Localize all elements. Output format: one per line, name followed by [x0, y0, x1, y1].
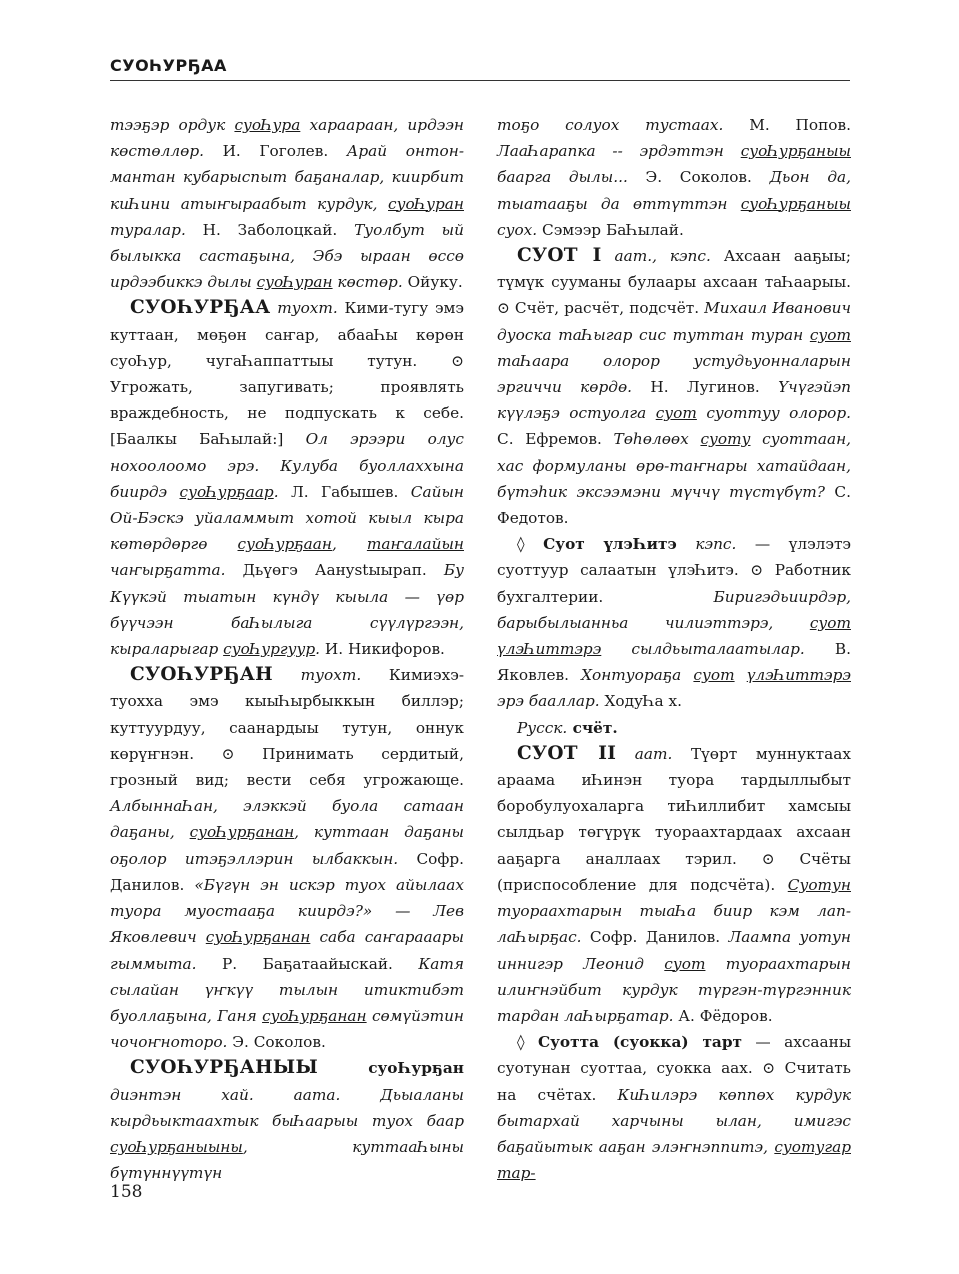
subheadword: Суот үлэҺитэ [543, 535, 677, 554]
text-run: туралар. [110, 220, 186, 239]
text-run: сылдьыталаатылар. [601, 640, 805, 659]
example-headword: суоҺуран [388, 194, 464, 213]
text-run: Софр. Данилов. [581, 928, 729, 947]
example-headword: суоҺургуур [223, 640, 316, 659]
text-run: кэпс. [676, 535, 737, 554]
text-run: И. Гоголев. [203, 142, 347, 161]
right-column [497, 112, 851, 1186]
text-run: Арай онтон-мантан кубарыспыт баҕаналар, киирбит киҺини атыҥыраабыт курдук, [110, 142, 464, 213]
text-run [735, 666, 747, 684]
example-headword: үлэҺиттэрэ [497, 640, 602, 659]
entry-paragraph [110, 112, 464, 295]
text-run: Үчүгэйэп күүлэҕэ остуолга [497, 378, 851, 423]
text-run: — үлэлэтэ суоттуур салаатын үлэҺитэ. ⊙ Работник бухгалтерии. [497, 535, 851, 606]
example-headword: суоҺуран [256, 273, 333, 292]
text-run: ◊ [517, 1033, 538, 1052]
subheadword: суоҺурҕан [317, 1059, 464, 1078]
header-rule [110, 80, 850, 81]
text-run: тоҕо солуох тустаах. [497, 116, 724, 134]
page-number: 158 [110, 1182, 143, 1202]
text-run: Катя сылайан үҥкүү тылын итиктибэт буоллаҕына, Ганя [110, 954, 464, 1025]
text-run: ЛааҺарапка -- эрдэттэн [497, 142, 741, 161]
running-header: СУОҺУРҔАА [110, 56, 227, 75]
text-run: КиҺилэрэ көппөх курдук бытархай харчыны ылан, имигэс баҕайытык ааҕан элэҥнэппитэ, [497, 1085, 851, 1156]
text-run: туохт. [272, 666, 362, 685]
text-run: Дьүөгэ Аанystыырап. [225, 561, 444, 580]
text-run: тээҕэр ордук [110, 116, 235, 134]
subheadword: Суотта (суокка) тарт [537, 1033, 743, 1052]
example-headword: суот [693, 666, 735, 685]
example-headword: суот [655, 404, 697, 423]
text-run: суоттаан, хас формуланы өрө-таҥнары хатайдаан, бүтэһик эксээмэни мүччү түстүбүт? [497, 430, 852, 501]
subheadword: счёт. [567, 718, 618, 737]
example-headword: суоҺурҕаар [179, 482, 274, 501]
text-run: Туолбут ый былыкка састаҕына, Эбэ ыраан өссө ирдээбиккэ дылы [110, 220, 464, 292]
text-run: «Бүгүн эн искэр туох айылаах туора муостааҕа киирдэ?» — Лев Яковлевич [110, 875, 464, 947]
text-run: В. Яковлев. [497, 640, 851, 685]
example-headword: суоҺурҕанан [205, 928, 311, 947]
text-run: суох. [497, 220, 538, 239]
text-run: таҺаара олорор устудьуонналарын эргиччи көрдө. [497, 351, 851, 397]
text-run: Ахсаан ааҕыы; түмүк сууманы булаары ахсаан таҺаарыы. ⊙ Счёт, расчёт, подсчёт. [497, 247, 851, 318]
text-run: Ол эрээри олус нохоолоомо эрэ. Кулуба буоллаххына биирдэ [110, 430, 464, 501]
text-run: А. Фёдоров. [673, 1006, 773, 1025]
text-run: Э. Соколов. [627, 168, 770, 187]
entry-suohurganyy [110, 1055, 464, 1186]
example-headword: суоҺурҕанан [189, 823, 295, 842]
example-headword: суоҺура [234, 116, 301, 134]
text-run: Н. Лугинов. [632, 378, 779, 397]
example-headword: үлэҺиттэрэ [746, 666, 851, 685]
example-headword: суот [664, 954, 706, 973]
text-run: , куттааҺыны бүтүннүүтүн [110, 1137, 464, 1183]
text-run: суоттуу олорор. [696, 404, 851, 423]
entry-paragraph [497, 112, 851, 243]
example-headword: Суотун [787, 875, 851, 894]
example-headword: суот [809, 613, 851, 632]
entry-suot-2 [497, 741, 851, 1029]
text-run: — ахсааны суотунан суоттаа, суокка аах. ⊙ Считать на счётах. [497, 1033, 851, 1104]
example-headword: суоҺурҕаныыны [110, 1137, 243, 1156]
text-run: аат., кэпс. [601, 247, 711, 266]
text-run: эрэ бааллар. [497, 692, 600, 711]
example-headword: суотугар [774, 1137, 851, 1156]
text-run: Биригэдьиирдэр, барыбылыанньа чилиэттэрэ, [497, 587, 851, 632]
text-run: Н. Заболоцкай. [185, 220, 355, 239]
headword: СУОҺУРҔАНЫЫ [130, 1057, 318, 1079]
example-headword: суоту [700, 430, 751, 449]
text-run: Кими-тугу эмэ куттаан, мөҕөн саҥар, абааҺы көрөн суоҺур, чугаҺаппаттыы тутун. ⊙ Угрожать, запугивать; проявлять враждебность, не подпускать к себе. [Баалкы БаҺылай:] [110, 299, 464, 449]
subentry-suot-ulehite [497, 531, 851, 714]
left-column [110, 112, 464, 1186]
example-headword: суоҺурҕаныы [740, 194, 851, 213]
subentry-suotta-tart [497, 1029, 851, 1186]
text-run: сөмүйэтин чочоҥноторо. [110, 1006, 465, 1052]
text-run: аат. [616, 744, 673, 763]
etymology-note [497, 715, 851, 741]
text-run: Михаил Иванович дуоска таҺыгар сис туттан туран [497, 299, 851, 344]
text-run: С. Федотов. [497, 482, 852, 528]
headword: СУОТ II [517, 742, 617, 764]
text-run: чаҥырҕатта. [110, 561, 226, 580]
example-headword: суоҺурҕаан [237, 535, 332, 554]
text-run: Кимиэхэ-туохха эмэ кыыҺырбыккын биллэр; куттуурдуу, саанардыы тутун, оннук көрүҥнэн. ⊙ Принимать сердитый, грозный вид; вести себя угрожающе. [110, 666, 464, 790]
text-run: С. Ефремов. [497, 430, 614, 449]
text-run: Сэмээр БаҺылай. [537, 220, 684, 239]
text-run: М. Попов. [723, 116, 851, 134]
text-run: Р. Баҕатаайыскай. [196, 954, 419, 973]
text-run: Төһөлөөх [613, 430, 701, 449]
example-headword: тар- [497, 1164, 536, 1183]
example-headword: таҥалайын [366, 535, 464, 554]
text-run: ◊ [517, 535, 544, 554]
text-run: Ойуку. [402, 273, 463, 292]
headword: СУОҺУРҔАА [130, 297, 271, 319]
text-run: баарга дылы... [497, 168, 628, 187]
text-run: Э. Соколов. [227, 1033, 326, 1052]
text-run: диэнтэн хай. аата. Дьыаланы кырдьыктаахтык быҺаарыы туох баар [110, 1085, 464, 1130]
headword: СУОҺУРҔАН [130, 664, 273, 686]
headword: СУОТ I [517, 245, 602, 267]
example-headword: суоҺурҕанан [262, 1006, 367, 1025]
text-run: , [332, 535, 367, 554]
text-run: И. Никифоров. [320, 640, 445, 659]
text-run: АлбыннаҺан, элэккэй буола сатаан даҕаны, [110, 797, 464, 842]
text-run: Бу Күүкэй тыатын күндү кыыла — үөр бүүчээн баҺылыга сүүлүргээн, кыраларыгар [110, 561, 464, 659]
text-run: саба саҥарааары гыммыта. [110, 928, 465, 973]
text-run: . [315, 640, 321, 659]
text-run: көстөр. [332, 273, 403, 292]
example-headword: суот [809, 325, 851, 344]
text-run: хараараан, ирдээн көстөллөр. [110, 116, 464, 161]
example-headword: суоҺурҕаныы [740, 142, 851, 161]
text-run: Дьон да, тыатааҕы да өттүттэн [497, 168, 851, 213]
entry-suohurgan [110, 662, 464, 1055]
text-run: Сайын Ой-Бэскэ уйаламмыт хотой кыыл кыра көтөрдөргө [110, 482, 464, 554]
text-run: ХодуҺа х. [599, 692, 682, 711]
text-run: , куттаан даҕаны оҕолор итэҕэллэрин ылбаккын. [110, 823, 464, 868]
text-run: туораахтарын илиҥнэйбит курдук түргэн-түргэнник тардан лаҺырҕатар. [497, 954, 851, 1025]
text-run: . [273, 482, 279, 501]
text-run: туохт. [270, 299, 338, 318]
text-run: Софр. Данилов. [110, 849, 464, 894]
text-run: туораахтарын тыаҺа биир кэм лап-лаҺырҕас. [497, 902, 851, 947]
text-run: Түөрт муннуктаах араама иҺинэн туора тардыллыбыт боробулуохаларга тиҺиллибит хамсыы сылдьар төгүрүк туораахтардаах ахсаан ааҕарга аналлаах тэрил. ⊙ Счёты (приспособление для подсчёта). [497, 744, 852, 894]
text-run: Русск. [517, 718, 568, 737]
text-run: Л. Габышев. [278, 482, 411, 501]
entry-suot-1 [497, 243, 851, 531]
text-run: Лаампа уотун иннигэр Леонид [497, 928, 851, 973]
text-run: Хонтуораҕа [581, 666, 694, 685]
entry-suohurgaa [110, 295, 464, 662]
